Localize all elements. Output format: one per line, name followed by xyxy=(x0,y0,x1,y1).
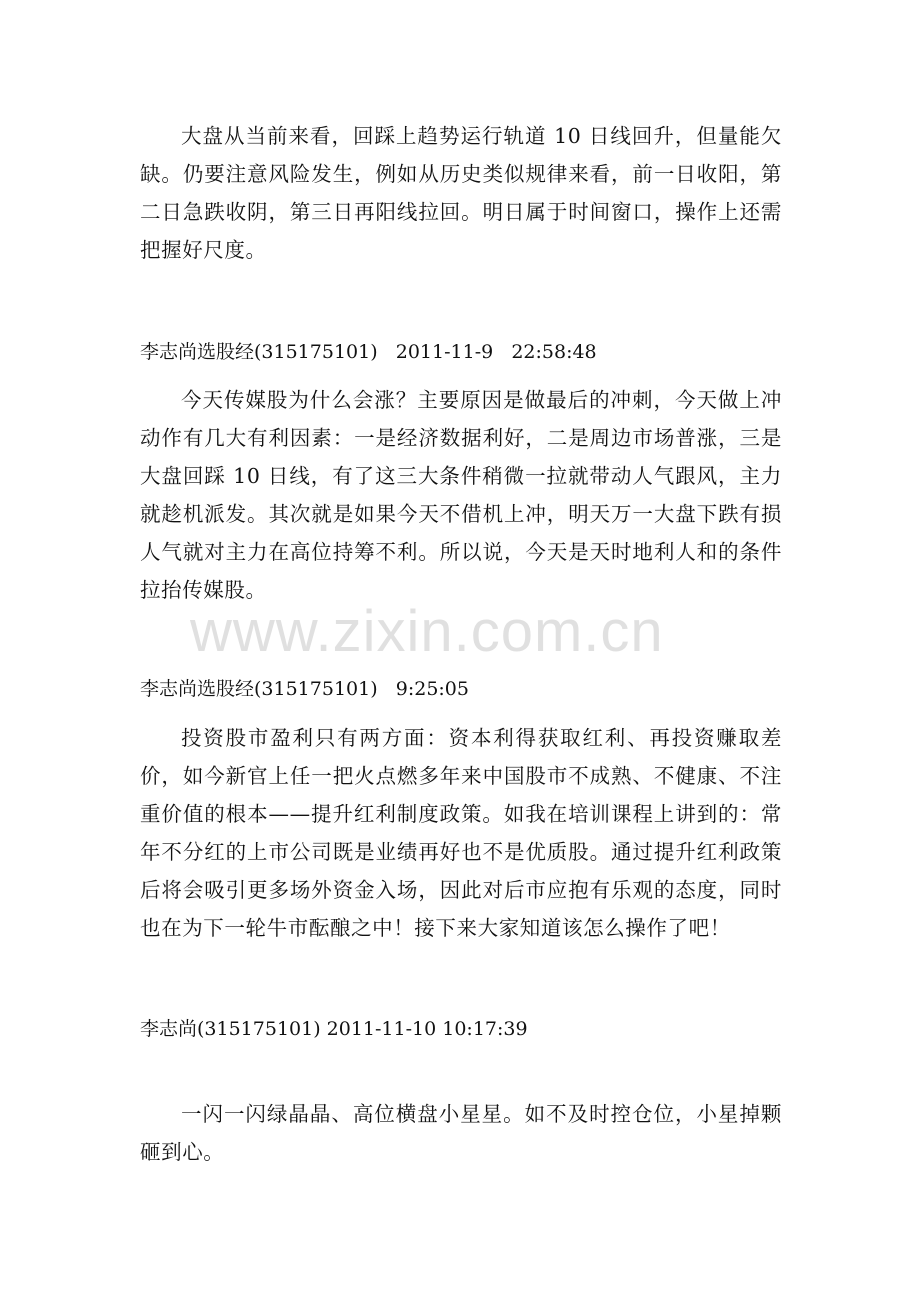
message-header-1: 李志尚选股经(315175101) 2011-11-9 22:58:48 xyxy=(140,341,597,363)
message-header-2: 李志尚选股经(315175101) 9:25:05 xyxy=(140,678,469,700)
paragraph-market-outlook: 大盘从当前来看，回踩上趋势运行轨道 10 日线回升，但量能欠缺。仍要注意风险发生，例如从历史类似规律来看，前一日收阳，第二日急跌收阴，第三日再阳线拉回。明日属于时间窗口，操作上还需把握好尺度。 xyxy=(140,124,782,262)
watermark: www.zixin.com.cn xyxy=(190,599,664,664)
paragraph-media-stocks: 今天传媒股为什么会涨？主要原因是做最后的冲刺，今天做上冲动作有几大有利因素：一是经济数据利好，二是周边市场普涨，三是大盘回踩 10 日线，有了这三大条件稍微一拉就带动人气跟风，主力就趁机派发。其次就是如果今天不借机上冲，明天万一大盘下跌有损人气就对主力在高位持筹不利。所以说，今天是天时地利人和的条件拉抬传媒股。 xyxy=(140,388,782,602)
paragraph-dividend-policy: 投资股市盈利只有两方面：资本利得获取红利、再投资赚取差价，如今新官上任一把火点燃多年来中国股市不成熟、不健康、不注重价值的根本——提升红利制度政策。如我在培训课程上讲到的：常年不分红的上市公司既是业绩再好也不是优质股。通过提升红利政策后将会吸引更多场外资金入场，因此对后市应抱有乐观的态度，同时也在为下一轮牛市酝酿之中！接下来大家知道该怎么操作了吧！ xyxy=(140,726,782,940)
message-header-3: 李志尚(315175101) 2011-11-10 10:17:39 xyxy=(140,1018,528,1040)
paragraph-little-star: 一闪一闪绿晶晶、高位横盘小星星。如不及时控仓位，小星掉颗砸到心。 xyxy=(140,1102,782,1164)
